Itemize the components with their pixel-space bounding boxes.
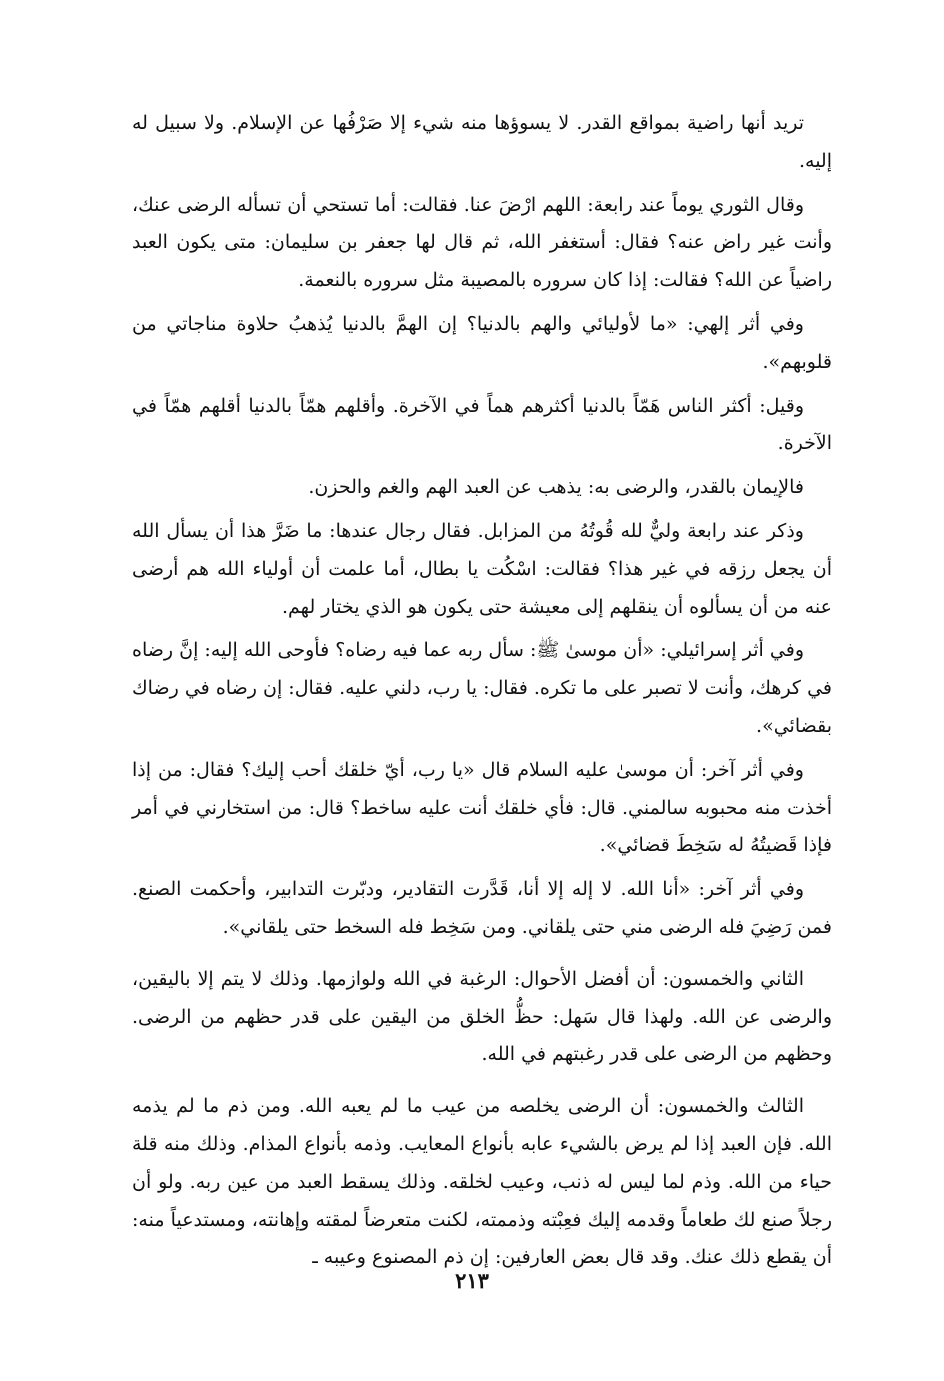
paragraph-5: فالإيمان بالقدر، والرضى به: يذهب عن العبد الهم والغم والحزن.: [308, 476, 804, 499]
paragraph-11: الثالث والخمسون: أن الرضى يخلصه من عيب ما لم يعبه الله. ومن ذم ما لم يذمه الله. فإن العبد إذا لم يرض بالشيء عابه بأنواع المعايب. وذمه بأنواع المذام. وذلك منه قلة حياء من الله. وذم لما ليس له ذنب، وعيب لخلقه. وذلك يسقط العبد من عين ربه. ولو أن رجلاً صنع لك طعاماً وقدمه إليك فعِبْته وذممته، لكنت متعرضاً لمقته وإهانته، ومستدعياً منه: أن يقطع ذلك عنك. وقد قال بعض العارفين: إن ذم المصنوع وعيبه ـ: [132, 1095, 832, 1269]
paragraph-6: وذكر عند رابعة وليٌّ لله قُوتُهُ من المزابل. فقال رجال عندها: ما ضَرَّ هذا أن يسأل الله أن يجعل رزقه في غير هذا؟ فقالت: اسْكُت يا بطال، أما علمت أن أولياء الله هم أرضى عنه من أن يسألوه أن ينقلهم إلى معيشة حتى يكون هو الذي يختار لهم.: [132, 519, 832, 618]
paragraph-4: وقيل: أكثر الناس هَمّاً بالدنيا أكثرهم هماً في الآخرة. وأقلهم همّاً بالدنيا أقلهم همّاً في الآخرة.: [132, 394, 832, 455]
page-body: [132, 105, 832, 1283]
paragraph-7: وفي أثر إسرائيلي: «أن موسىٰ ﷺ: سأل ربه عما فيه رضاه؟ فأوحى الله إليه: إنَّ رضاه في كرهك، وأنت لا تصبر على ما تكره. فقال: يا رب، دلني عليه. فقال: إن رضاه في رضاك بقضائي».: [132, 639, 832, 737]
page-number: ٢١٣: [455, 1268, 489, 1293]
paragraph-9: وفي أثر آخر: «أنا الله. لا إله إلا أنا، قَدَّرت التقادير، ودبّرت التدابير، وأحكمت الصنع. فمن رَضِيَ فله الرضى مني حتى يلقاني. ومن سَخِط فله السخط حتى يلقاني».: [132, 878, 832, 938]
paragraph-1: تريد أنها راضية بمواقع القدر. لا يسوؤها منه شيء إلا صَرْفُها عن الإسلام. ولا سبيل له إليه.: [132, 112, 832, 172]
paragraph-2: وقال الثوري يوماً عند رابعة: اللهم ارْضَ عنا. فقالت: أما تستحي أن تسأله الرضى عنك، وأنت غير راض عنه؟ فقال: أستغفر الله، ثم قال لها جعفر بن سليمان: متى يكون العبد راضياً عن الله؟ فقالت: إذا كان سروره بالمصيبة مثل سروره بالنعمة.: [132, 193, 832, 292]
paragraph-3: وفي أثر إلهي: «ما لأوليائي والهم بالدنيا؟ إن الهمَّ بالدنيا يُذهبُ حلاوة مناجاتي من قلوبهم».: [132, 312, 832, 373]
paragraph-8: وفي أثر آخر: أن موسىٰ عليه السلام قال «يا رب، أيّ خلقك أحب إليك؟ فقال: من إذا أخذت منه محبوبه سالمني. قال: فأي خلقك أنت عليه ساخط؟ قال: من استخارني في أمر فإذا قَضيتُهُ له سَخِطَ قضائي».: [132, 758, 832, 857]
paragraph-10: الثاني والخمسون: أن أفضل الأحوال: الرغبة في الله ولوازمها. وذلك لا يتم إلا باليقين، والرضى عن الله. ولهذا قال سَهل: حظُّ الخلق من اليقين على قدر حظهم من الرضى. وحظهم من الرضى على قدر رغبتهم في الله.: [132, 967, 832, 1066]
